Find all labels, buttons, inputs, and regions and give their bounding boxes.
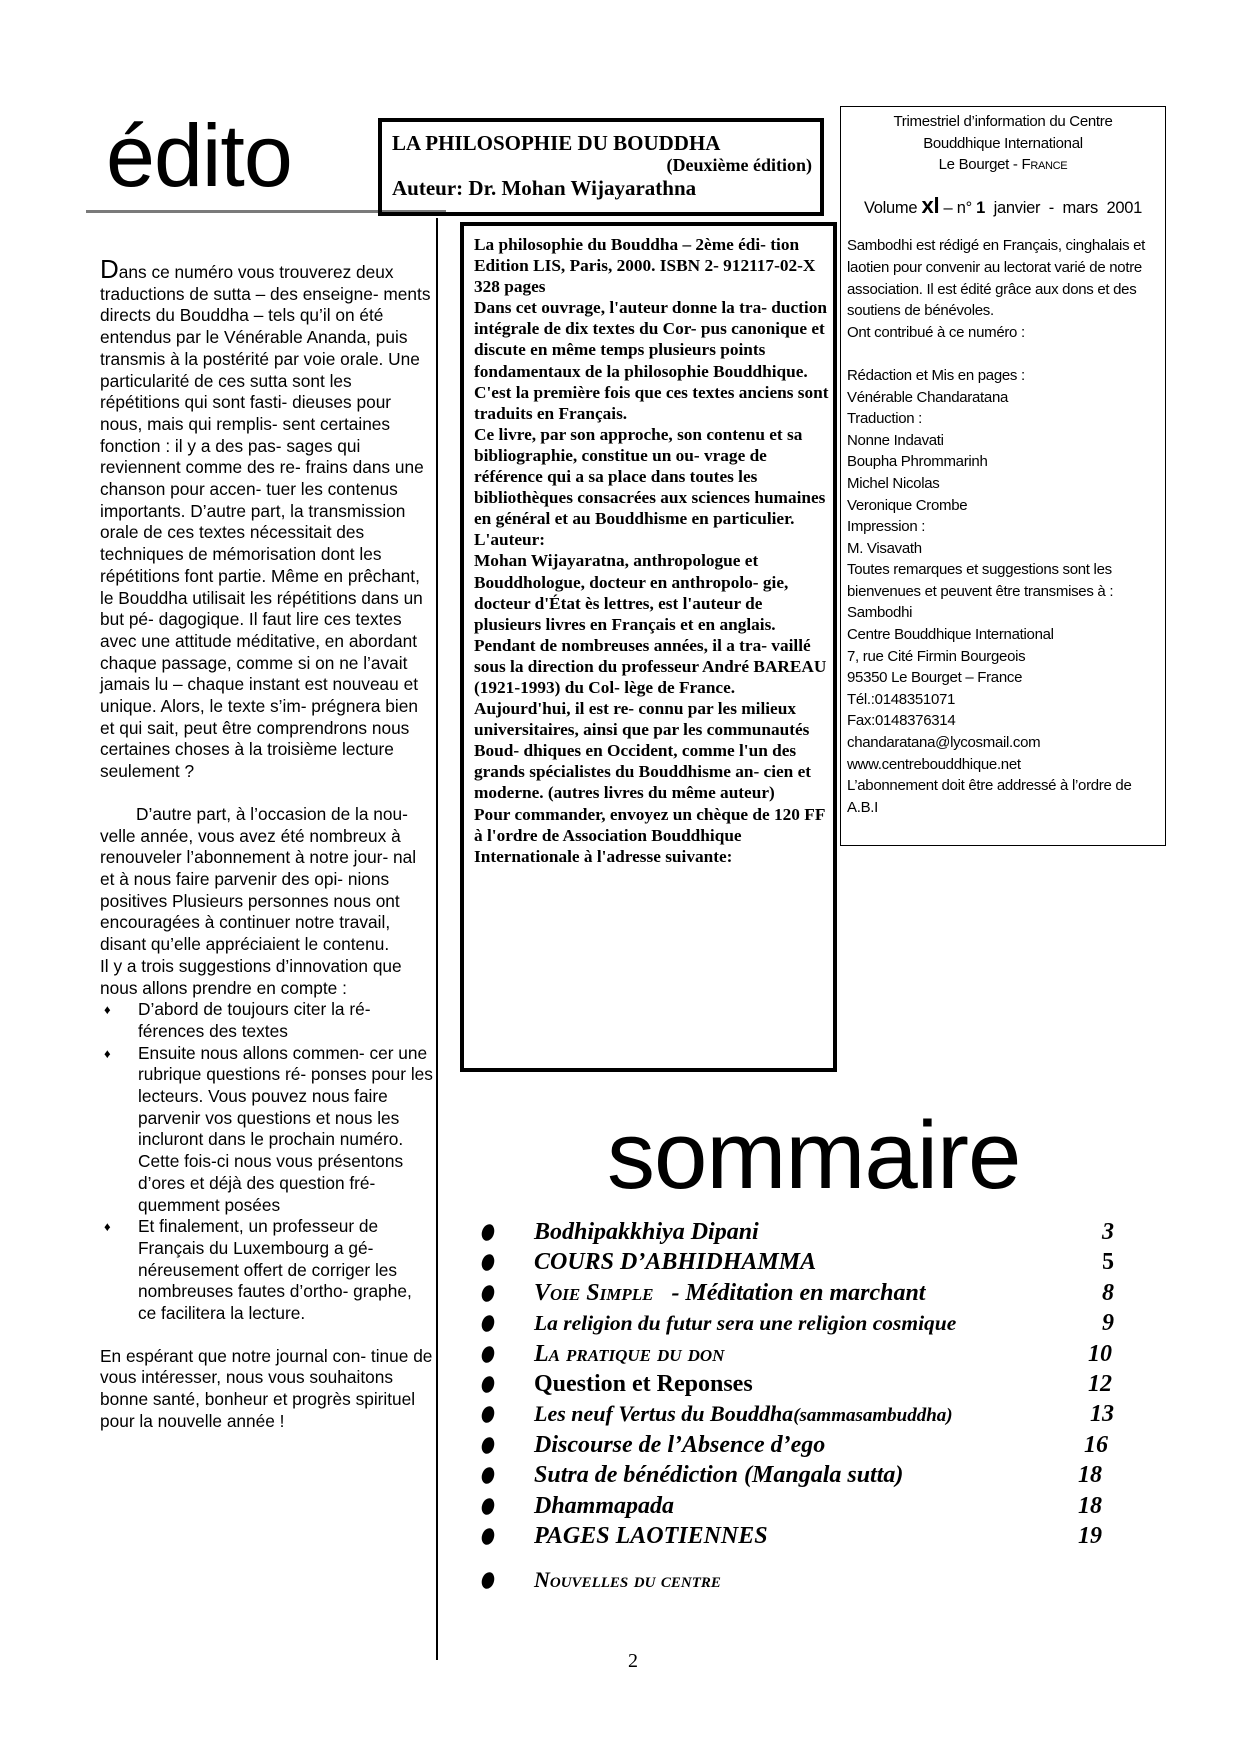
book-title-box [378, 118, 824, 216]
toc-page: 10 [1088, 1340, 1112, 1367]
author-bio-1: Mohan Wijayaratna, anthropologue et Bouddhologue, docteur en anthropolo- gie, docteur d'État ès lettres, est l'auteur de plusieurs livres en Français et en anglais. [474, 551, 789, 634]
volume-label: Volume [863, 198, 922, 217]
fax-number: Fax:0148376314 [847, 712, 956, 730]
bullet-icon [480, 1435, 497, 1455]
edito-paragraph-1 [100, 254, 433, 783]
toc-label-smallcaps: Voie Simple [534, 1279, 654, 1306]
toc-label-small: (sammasambuddha) [793, 1405, 953, 1427]
toc-item[interactable] [480, 1369, 1120, 1399]
bullet-icon [480, 1526, 497, 1546]
suggestion-item [100, 999, 433, 1042]
bullet-icon [480, 1283, 497, 1303]
masthead-country: France [1021, 156, 1068, 174]
toc-label [534, 1399, 953, 1431]
edito-paragraph-2: D’autre part, à l’occasion de la nou- velle année, vous avez été nombreux à renouveler l’abonnement à notre jour- nal et à nous faire parvenir des opi- nions positives Plusieurs personnes nous ont encouragées à continuer notre travail, disant qu’elle appréciaient le contenu. [100, 803, 417, 955]
website-link[interactable]: www.centrebouddhique.net [847, 755, 1021, 773]
sommaire-heading: sommaire [607, 1102, 1021, 1209]
order-instructions: Pour commander, envoyez un chèque de 120 FF à l'ordre de Association Bouddhique Internationale à l'adresse suivante: [474, 804, 825, 866]
masthead-city: Le Bourget - [938, 156, 1022, 174]
diamond-bullet-icon: ♦ [104, 1002, 111, 1018]
toc-item[interactable] [480, 1521, 1120, 1551]
toc-label: Bodhipakkhiya Dipani [534, 1219, 759, 1245]
credit-line: Veronique Crombe [847, 496, 968, 514]
toc-item[interactable] [480, 1278, 1120, 1308]
credit-line: Michel Nicolas [847, 474, 940, 492]
masthead-line-1: Trimestriel d’information du Centre [893, 113, 1113, 130]
volume-number: xl [921, 192, 940, 218]
suggestion-item [100, 1043, 433, 1217]
masthead-header [847, 111, 1165, 176]
toc-item[interactable] [480, 1491, 1120, 1521]
credit-line: Rédaction et Mis en pages : [847, 366, 1025, 384]
table-of-contents [480, 1217, 1120, 1596]
toc-page: 18 [1078, 1492, 1102, 1519]
masthead-box [840, 106, 1166, 846]
address-line: 7, rue Cité Firmin Bourgeois [847, 647, 1026, 665]
book-details: La philosophie du Bouddha – 2ème édi- tion Edition LIS, Paris, 2000. ISBN 2- 912117-02-X 328 pages [474, 235, 816, 297]
edito-paragraph-3: Il y a trois suggestions d’innovation que nous allons prendre en compte : [100, 955, 402, 998]
edito-column [100, 254, 433, 1433]
bullet-icon [480, 1314, 497, 1334]
address-line: Sambodhi [847, 604, 913, 622]
toc-page: 5 [1102, 1249, 1114, 1276]
credit-line: Impression : [847, 518, 926, 536]
toc-label: Dhammapada [534, 1492, 675, 1519]
toc-label: Sutra de bénédiction (Mangala sutta) [534, 1462, 904, 1489]
author-heading: L'auteur: [474, 530, 546, 550]
toc-item[interactable] [480, 1217, 1120, 1247]
phone-number: Tél.:0148351071 [847, 690, 956, 708]
toc-item[interactable] [480, 1308, 1120, 1338]
suggestion-text: D’abord de toujours citer la ré- férences des textes [138, 999, 371, 1041]
about-text: Sambodhi est rédigé en Français, cinghalais et laotien pour convenir au lectorat varié de notre association. Il est édité grâce aux dons et des soutiens de bénévoles. [847, 237, 1146, 320]
toc-label: Discourse de l’Absence d’ego [534, 1431, 826, 1458]
bullet-icon [480, 1405, 497, 1425]
toc-page: 8 [1102, 1279, 1114, 1306]
bullet-icon [480, 1375, 497, 1395]
page-number: 2 [628, 1650, 638, 1672]
email-link[interactable]: chandaratana@lycosmail.com [847, 734, 1041, 752]
suggestion-text: Et finalement, un professeur de Français du Luxembourg a gé- néreusement offert de corriger les nombreuses fautes d’ortho- graphe, ce facilitera la lecture. [138, 1216, 412, 1324]
credit-line: Vénérable Chandaratana [847, 388, 1009, 406]
credit-line: Traduction : [847, 410, 923, 428]
book-description-1: Dans cet ouvrage, l'auteur donne la tra- duction intégrale de dix textes du Cor- pus canonique et discute en même temps plusieurs points fondamentaux de la philosophie Bouddhique. C'est la première fois que ces textes anciens sont traduits en Français. [474, 298, 829, 423]
suggestion-item [100, 1216, 433, 1325]
subscription-note: L’abonnement doit être addressé à l’ordre de A.B.I [847, 777, 1132, 816]
suggestion-text: Ensuite nous allons commen- cer une rubrique questions ré- ponses pour les lecteurs. Vous pouvez nous faire parvenir vos questions et nous les incluront dans le prochain numéro. Cette fois-ci nous vous présentons d’ores et déjà des question fré- quemment posées [138, 1042, 433, 1215]
toc-item[interactable] [480, 1247, 1120, 1277]
toc-label: Question et Reponses [534, 1370, 753, 1397]
book-edition: (Deuxième édition) [666, 155, 812, 175]
suggestions-list [100, 999, 433, 1325]
author-bio-2: Pendant de nombreuses années, il a tra- vaillé sous la direction du professeur André BAREAU (1921-1993) du Col- lège de France. Aujourd'hui, il est re- connu par les milieux universitaires, ainsi que par les communautés Boud- dhiques en Occident, comme l'un des grands spécialistes du Bouddhisme an- cien et moderne. (autres livres du même auteur) [474, 635, 827, 803]
issue-period: janvier - mars 2001 [985, 198, 1143, 217]
toc-page: 3 [1102, 1219, 1114, 1245]
book-description-box [460, 222, 837, 1072]
toc-item[interactable] [480, 1399, 1120, 1429]
book-title: LA PHILOSOPHIE DU BOUDDHA [392, 131, 721, 155]
toc-item[interactable] [480, 1339, 1120, 1369]
bullet-icon [480, 1223, 497, 1243]
toc-label-rest: - Méditation en marchant [653, 1279, 926, 1306]
issue-info [847, 192, 1165, 220]
toc-page: 12 [1088, 1370, 1112, 1397]
toc-label: COURS D’ABHIDHAMMA [534, 1249, 817, 1276]
masthead-body [847, 235, 1165, 818]
bullet-icon [480, 1253, 497, 1273]
toc-label: La religion du futur sera une religion cosmique [534, 1311, 957, 1336]
credit-line: M. Visavath [847, 539, 922, 557]
remarks-text: Toutes remarques et suggestions sont les bienvenues et peuvent être transmises à : [847, 561, 1114, 600]
issue-number: 1 [976, 198, 986, 217]
drop-cap: D [100, 254, 119, 284]
bullet-icon [480, 1466, 497, 1486]
address-line: 95350 Le Bourget – France [847, 669, 1023, 687]
diamond-bullet-icon: ♦ [104, 1219, 111, 1235]
toc-item[interactable] [480, 1565, 1120, 1595]
masthead-line-3 [847, 154, 1159, 176]
diamond-bullet-icon: ♦ [104, 1045, 111, 1061]
book-author: Auteur: Dr. Mohan Wijayarathna [392, 176, 697, 200]
toc-item[interactable] [480, 1430, 1120, 1460]
toc-page: 18 [1078, 1462, 1102, 1489]
toc-label: La pratique du don [534, 1340, 725, 1367]
toc-page: 13 [1090, 1401, 1114, 1428]
edito-heading: édito [106, 106, 292, 205]
edito-paragraph-1-text: ans ce numéro vous trouverez deux traductions de sutta – des enseigne- ments directs du Bouddha – tels qu’il on été entendus par le Vénérable Ananda, puis transmis à la postérité par voie orale. Une particularité de ces sutta sont les répétitions qui sont fasti- dieuses pour nous, mais qui remplis- sent certaines fonction : il y a des pas- sages qui reviennent comme des re- frains dans une chanson pour accen- tuer les contenus importants. D’autre part, la transmission orale de ces textes nécessitait des techniques de mémorisation dont les répétitions font partie. Même en prêchant, le Bouddha utilisait les répétitions dans un but pé- dagogique. Il faut lire ces textes avec une attitude méditative, en abordant chaque passage, comme si on ne l’avait jamais lu – chaque instant est nouveau et unique. Alors, le texte s’im- prégnera bien et qui sait, peut être comprendrons nous certaines choses à la troisième lecture seulement ? [100, 262, 431, 782]
issue-label: – n° [939, 198, 977, 217]
masthead-line-2: Bouddhique International [923, 134, 1083, 152]
toc-label: PAGES LAOTIENNES [534, 1522, 768, 1549]
column-divider [436, 218, 438, 1660]
toc-page: 16 [1084, 1431, 1108, 1458]
toc-item[interactable] [480, 1460, 1120, 1490]
book-description-2: Ce livre, par son approche, son contenu et sa bibliographie, constitue un ou- vrage de référence qui a sa place dans toutes les bibliothèques consacrées aux sciences humaines en général et au Bouddhisme en particulier. [474, 424, 826, 529]
toc-page: 9 [1102, 1310, 1114, 1337]
address-line: Centre Bouddhique International [847, 626, 1054, 644]
edito-closing: En espérant que notre journal con- tinue de vous intéresser, nous vous souhaitons bonne santé, bonheur et progrès spirituel pour la nouvelle année ! [100, 1345, 433, 1431]
toc-page: 19 [1078, 1522, 1102, 1549]
credit-line: Nonne Indavati [847, 431, 944, 449]
toc-label: Nouvelles du centre [534, 1567, 721, 1593]
toc-label [534, 1278, 925, 1308]
bullet-icon [480, 1344, 497, 1364]
bullet-icon [480, 1496, 497, 1516]
toc-label-main: Les neuf Vertus du Bouddha [534, 1401, 794, 1427]
credit-line: Boupha Phrommarinh [847, 453, 988, 471]
contributors-heading: Ont contribué à ce numéro : [847, 323, 1025, 341]
bullet-icon [480, 1571, 497, 1591]
